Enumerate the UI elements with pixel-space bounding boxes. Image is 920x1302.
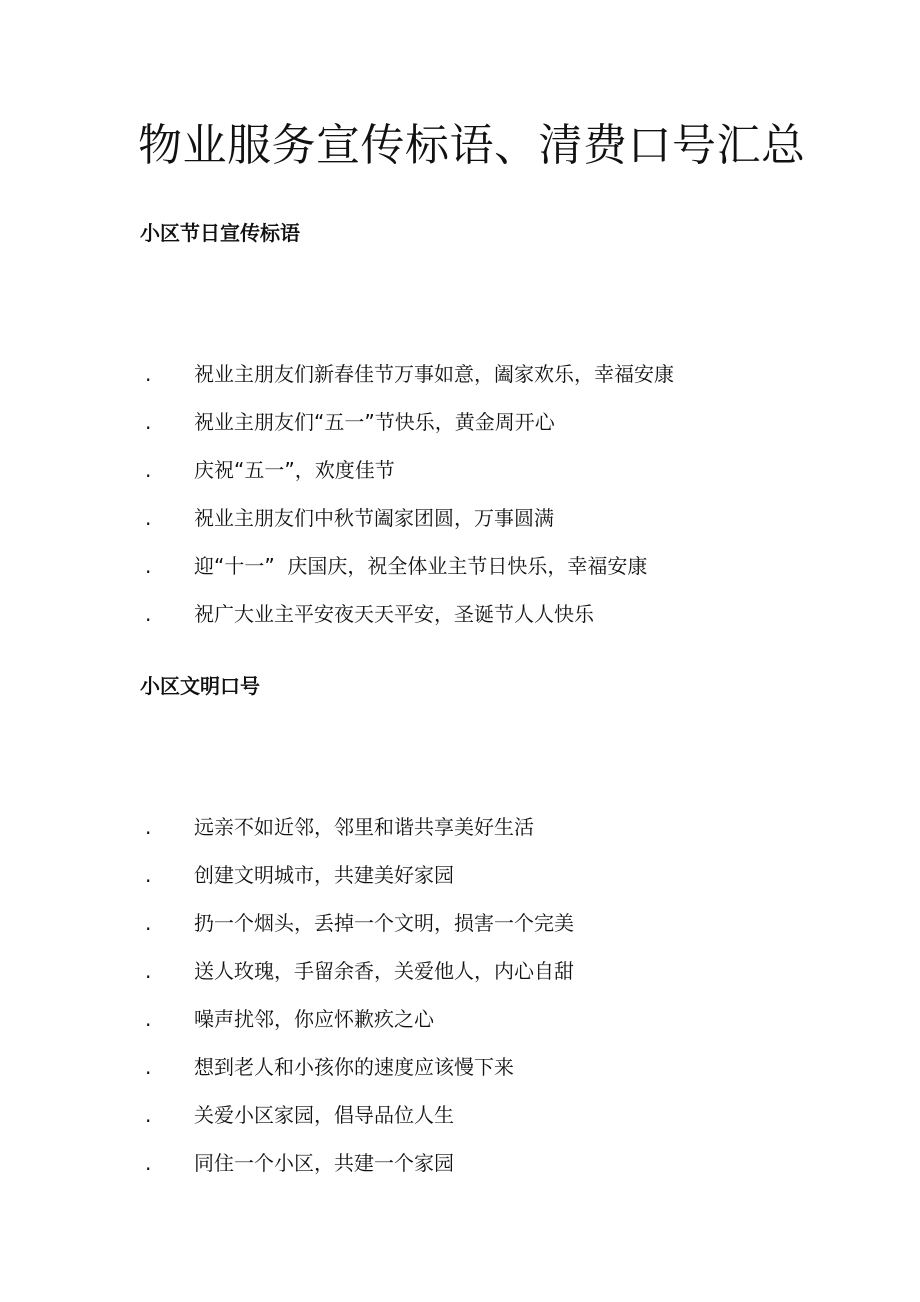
list-item	[0, 908, 920, 956]
bullet-marker: .	[145, 959, 152, 983]
slogan-text: 迎“十一” 庆国庆，祝全体业主节日快乐，幸福安康	[194, 554, 648, 578]
bullet-marker: .	[145, 1151, 152, 1175]
list-item	[0, 1052, 920, 1100]
slogan-text: 想到老人和小孩你的速度应该慢下来	[194, 1055, 514, 1079]
slogan-text: 同住一个小区，共建一个家园	[194, 1151, 454, 1175]
list-item	[0, 503, 920, 551]
list-item	[0, 407, 920, 455]
festival-slogan-list	[0, 359, 920, 647]
slogan-text: 送人玫瑰，手留余香，关爱他人，内心自甜	[194, 959, 574, 983]
list-item	[0, 599, 920, 647]
bullet-marker: .	[145, 911, 152, 935]
bullet-marker: .	[145, 1103, 152, 1127]
slogan-text: 扔一个烟头，丢掉一个文明，损害一个完美	[194, 911, 574, 935]
list-item	[0, 860, 920, 908]
bullet-marker: .	[145, 458, 152, 482]
bullet-marker: .	[145, 506, 152, 530]
slogan-text: 祝业主朋友们中秋节阖家团圆，万事圆满	[194, 506, 554, 530]
list-item	[0, 455, 920, 503]
bullet-marker: .	[145, 1007, 152, 1031]
slogan-text: 关爱小区家园，倡导品位人生	[194, 1103, 454, 1127]
list-item	[0, 1148, 920, 1196]
list-item	[0, 359, 920, 407]
civility-slogan-list	[0, 812, 920, 1196]
list-item	[0, 1004, 920, 1052]
document-title: 物业服务宣传标语、清费口号汇总	[138, 120, 806, 171]
bullet-marker: .	[145, 863, 152, 887]
slogan-text: 祝业主朋友们“五一”节快乐，黄金周开心	[194, 410, 555, 434]
slogan-text: 远亲不如近邻，邻里和谐共享美好生活	[194, 815, 534, 839]
slogan-text: 祝广大业主平安夜天天平安，圣诞节人人快乐	[194, 602, 594, 626]
bullet-marker: .	[145, 410, 152, 434]
list-item	[0, 1100, 920, 1148]
bullet-marker: .	[145, 815, 152, 839]
bullet-marker: .	[145, 1055, 152, 1079]
slogan-text: 创建文明城市，共建美好家园	[194, 863, 454, 887]
section-heading-civility: 小区文明口号	[140, 674, 260, 698]
list-item	[0, 551, 920, 599]
slogan-text: 庆祝“五一”，欢度佳节	[194, 458, 395, 482]
slogan-text: 祝业主朋友们新春佳节万事如意，阖家欢乐，幸福安康	[194, 362, 674, 386]
list-item	[0, 812, 920, 860]
bullet-marker: .	[145, 362, 152, 386]
slogan-text: 噪声扰邻，你应怀歉疚之心	[194, 1007, 434, 1031]
bullet-marker: .	[145, 602, 152, 626]
bullet-marker: .	[145, 554, 152, 578]
section-heading-festival: 小区节日宣传标语	[140, 221, 300, 245]
list-item	[0, 956, 920, 1004]
